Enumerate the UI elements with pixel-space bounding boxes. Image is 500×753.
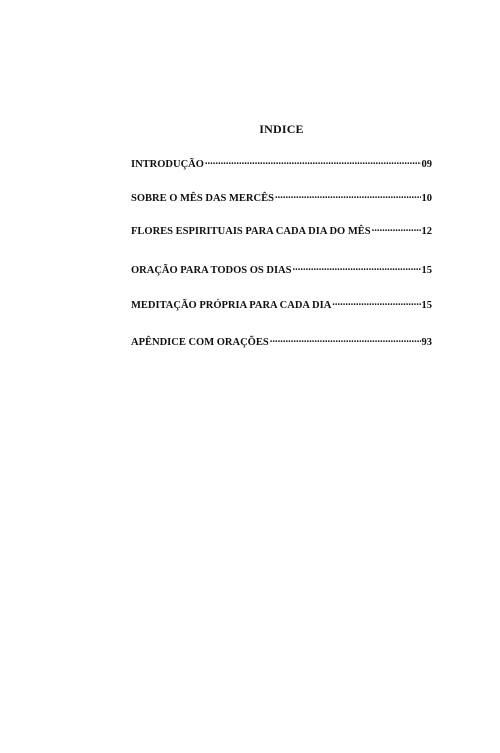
toc-dot-leader (292, 261, 420, 273)
toc-entry-label: FLORES ESPIRITUAIS PARA CADA DIA DO MÊS (131, 226, 371, 237)
toc-entry-page-number: 93 (421, 337, 432, 348)
toc-entry-label: SOBRE O MÊS DAS MERCÊS (131, 193, 274, 204)
toc-dot-leader (275, 189, 421, 201)
toc-dot-leader (270, 333, 421, 345)
toc-entry-oracao[interactable] (131, 261, 432, 277)
toc-entry-label: MEDITAÇÃO PRÓPRIA PARA CADA DIA (131, 300, 332, 311)
toc-entry-page-number: 10 (421, 193, 432, 204)
toc-entry-label: APÊNDICE COM ORAÇÕES (131, 337, 269, 348)
toc-title: INDICE (259, 122, 304, 136)
toc-entry-apendice[interactable] (131, 333, 432, 349)
toc-dot-leader (205, 155, 421, 167)
toc-entry-flores-espirituais[interactable] (131, 222, 432, 238)
toc-entry-page-number: 15 (421, 300, 432, 311)
toc-entry-page-number: 12 (421, 226, 432, 237)
toc-entry-label: ORAÇÃO PARA TODOS OS DIAS (131, 265, 292, 276)
toc-entry-label: INTRODUÇÃO (131, 159, 204, 170)
toc-dot-leader (372, 222, 421, 234)
toc-entry-page-number: 09 (421, 159, 432, 170)
toc-entry-sobre-o-mes[interactable] (131, 189, 432, 205)
toc-entry-page-number: 15 (421, 265, 432, 276)
toc-entry-introducao[interactable] (131, 155, 432, 171)
toc-entry-meditacao[interactable] (131, 296, 432, 312)
toc-dot-leader (332, 296, 420, 308)
